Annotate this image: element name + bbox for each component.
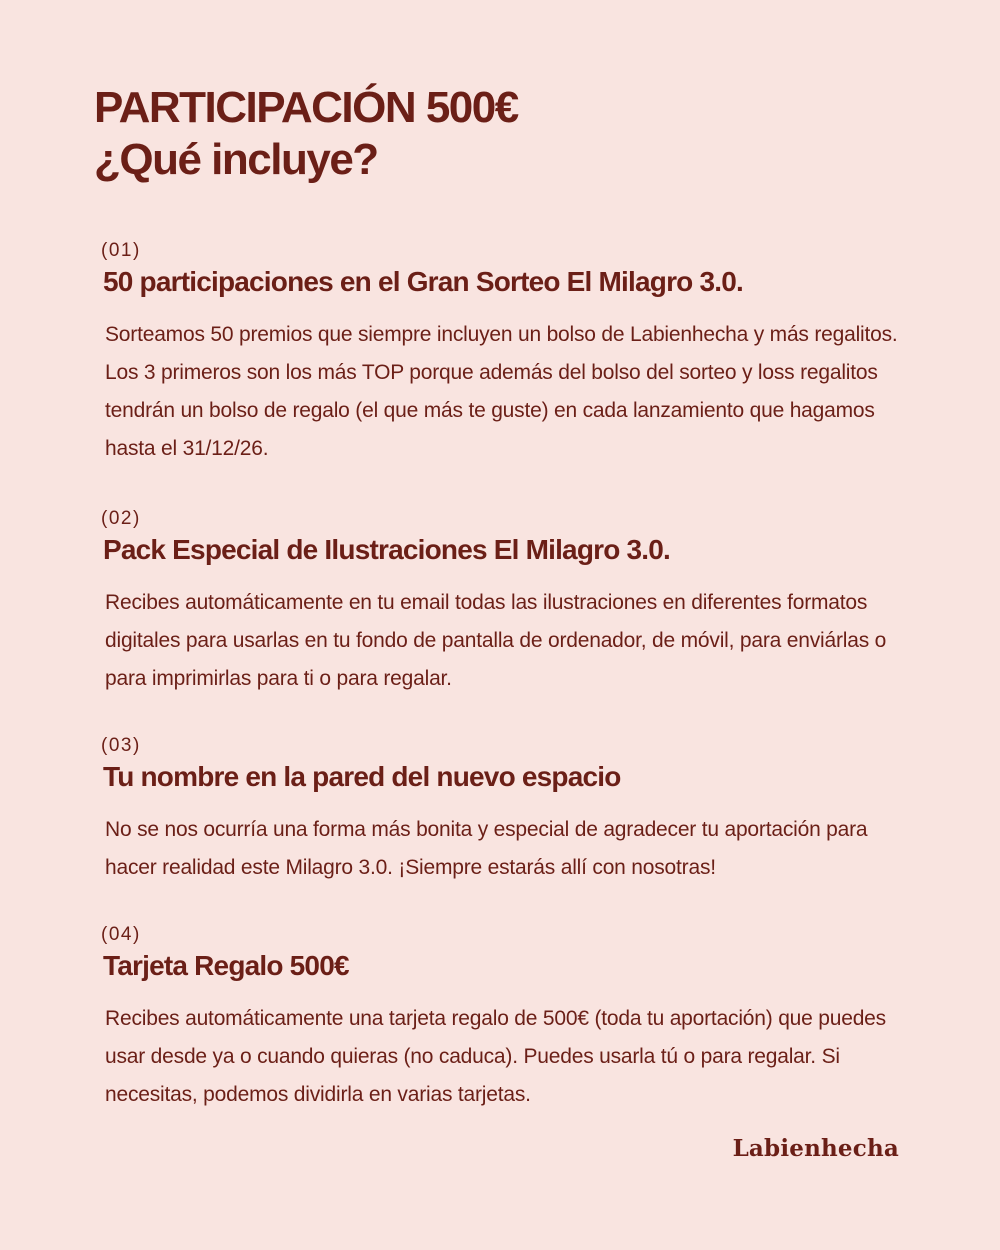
page-title-line-1: PARTICIPACIÓN 500€ [94, 83, 518, 132]
section-number: (01) [101, 240, 141, 261]
section-body: No se nos ocurría una forma más bonita y especial de agradecer tu aportación para hacer realidad este Milagro 3.0. ¡Siempre estarás allí con nosotras! [105, 818, 868, 879]
page-title [94, 82, 518, 186]
section-number: (02) [101, 508, 141, 529]
section-number: (03) [101, 735, 141, 756]
section-title: 50 participaciones en el Gran Sorteo El Milagro 3.0. [103, 266, 743, 297]
section-body: Recibes automáticamente una tarjeta regalo de 500€ (toda tu aportación) que puedes usar desde ya o cuando quieras (no caduca). Puedes usarla tú o para regalar. Si necesitas, podemos dividirla en varias tarjetas. [105, 1007, 886, 1106]
section-title: Pack Especial de Ilustraciones El Milagro 3.0. [103, 534, 671, 565]
section-02 [100, 508, 900, 698]
section-04 [100, 924, 900, 1114]
section-03 [100, 735, 900, 887]
brand-logo: Labienhecha [732, 1135, 899, 1162]
page-title-line-2: ¿Qué incluye? [94, 135, 378, 184]
section-body: Sorteamos 50 premios que siempre incluyen un bolso de Labienhecha y más regalitos. Los 3 primeros son los más TOP porque además del bolso del sorteo y loss regalitos tendrán un bolso de regalo (el que más te guste) en cada lanzamiento que hagamos hasta el 31/12/26. [105, 323, 898, 460]
section-number: (04) [101, 924, 141, 945]
section-01 [100, 240, 900, 468]
section-body: Recibes automáticamente en tu email todas las ilustraciones en diferentes formatos digitales para usarlas en tu fondo de pantalla de ordenador, de móvil, para enviárlas o para imprimirlas para ti o para regalar. [105, 591, 887, 690]
section-title: Tarjeta Regalo 500€ [103, 950, 349, 981]
section-title: Tu nombre en la pared del nuevo espacio [103, 761, 621, 792]
